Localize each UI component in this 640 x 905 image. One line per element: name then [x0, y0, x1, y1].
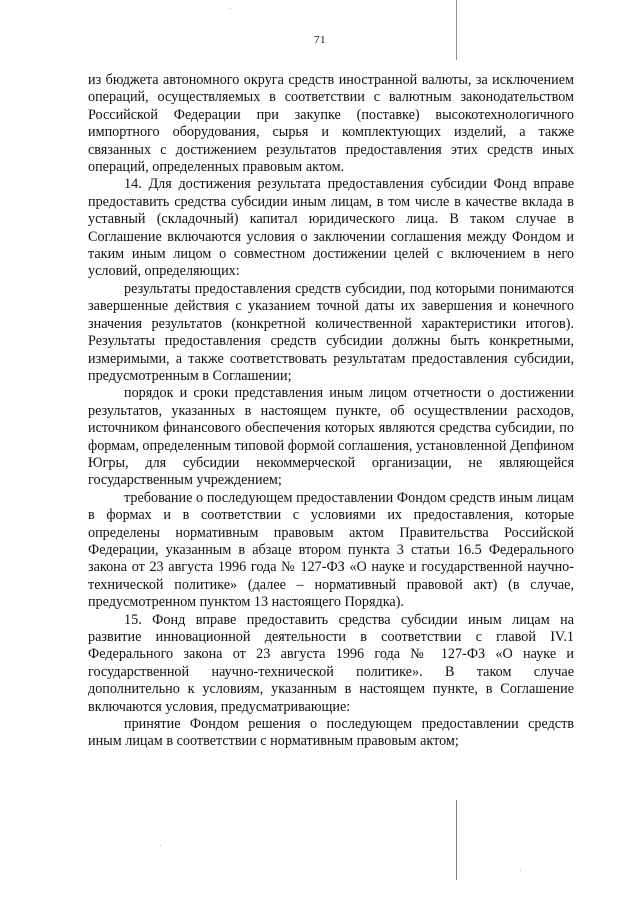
page-number: 71 [314, 34, 326, 46]
paragraph-reporting: порядок и сроки представления иным лицом отчетности о достижении результатов, указанных в настоящем пункте, об осуществлении расходов, источником финансового обеспечения которых являются средства субсидии, по формам, определенным типовой формой соглашения, установленной Депфином Югры, для субсидии некоммерческой организации, не являющейся государственным учреждением; [88, 385, 574, 489]
scan-line-top [456, 0, 457, 60]
paragraph-requirement: требование о последующем предоставлении Фондом средств иным лицам в формах и в соответствии с условиями их предоставления, которые определены нормативным правовым актом Правительства Российской Федерации, указанным в абзаце втором пункта 3 статьи 16.5 Федерального закона от 23 августа 1996 года № 127-ФЗ «О науке и государственной научно-технической политике» (далее – нормативный правовой акт) (в случае, предусмотренном пунктом 13 настоящего Порядка). [88, 489, 574, 611]
scan-line-bottom [456, 800, 457, 880]
scan-speck [520, 870, 521, 871]
paragraph-continuation: из бюджета автономного округа средств иностранной валюты, за исключением операций, осуществляемых в соответствии с валютным законодательством Российской Федерации при закупке (поставке) высокотехнологичного импортного оборудования, сырья и комплектующих изделий, а также связанных с достижением результатов предоставления этих средств иных операций, определенных правовым актом. [88, 72, 574, 176]
scan-speck [230, 8, 231, 9]
paragraph-item-15: 15. Фонд вправе предоставить средства субсидии иным лицам на развитие инновационной деятельности в соответствии с главой IV.1 Федерального закона от 23 августа 1996 года № 127-ФЗ «О науке и государственной научно-технической политике». В таком случае дополнительно к условиям, указанным в настоящем пункте, в Соглашение включаются условия, предусматривающие: [88, 611, 574, 715]
paragraph-item-14: 14. Для достижения результата предоставления субсидии Фонд вправе предоставить средства субсидии иным лицам, в том числе в качестве вклада в уставный (складочный) капитал юридического лица. В таком случае в Соглашение включаются условия о заключении соглашения между Фондом и таким иным лицом о совместном достижении целей с включением в него условий, определяющих: [88, 176, 574, 280]
paragraph-results: результаты предоставления средств субсидии, под которыми понимаются завершенные действия с указанием точной даты их завершения и конечного значения результатов (конкретной количественной характеристики итогов). Результаты предоставления средств субсидии должны быть конкретными, измеримыми, а также соответствовать результатам предоставления субсидии, предусмотренным в Соглашении; [88, 280, 574, 384]
document-body [88, 72, 574, 751]
paragraph-decision: принятие Фондом решения о последующем предоставлении средств иным лицам в соответствии с нормативным правовым актом; [88, 716, 574, 750]
scan-speck [160, 845, 161, 846]
